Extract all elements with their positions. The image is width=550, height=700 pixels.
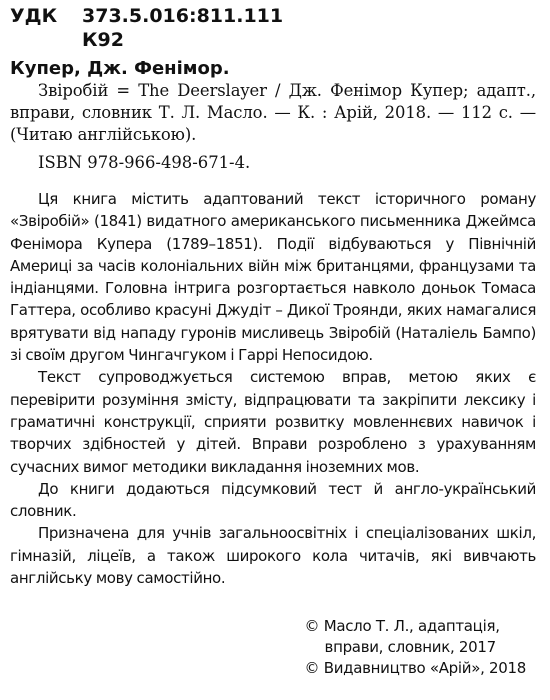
annotation-paragraph: До книги додаються підсумковий тест й англо-український словник.: [10, 479, 536, 521]
copyright-publisher: © Видавництво «Арій», 2018: [304, 659, 526, 677]
udk-label: УДК: [10, 5, 58, 27]
udk-code: 373.5.016:811.111: [82, 5, 284, 27]
author-mark: К92: [82, 29, 124, 51]
copyright-author-details: вправи, словник, 2017: [324, 638, 496, 656]
copyright-block: [305, 616, 526, 679]
annotation-paragraph: Ця книга містить адаптований текст історичного роману «Звіробій» (1841) видатного американського письменника Джеймса Фенімора Купера (1789–1851). Події відбуваються у Північній Америці за часів колоніальних війн між британцями, французами та індіанцями. Головна інтрига розгортається навколо доньок Томаса Гаттера, особливо красуні Джудіт – Дикої Троянди, яких намагалися врятувати від нападу гуронів мисливець Звіробій (Наталіель Бампо) зі своїм другом Чингачгуком і Гаррі Непосидою.: [10, 190, 536, 365]
isbn: ISBN 978-966-498-671-4.: [38, 153, 251, 172]
author-heading: Купер, Дж. Фенімор.: [10, 58, 230, 79]
bibliographic-description: Звіробій = The Deerslayer / Дж. Фенімор Купер; адапт., вправи, словник Т. Л. Масло. — К. : Арій, 2018. — 112 с. — (Читаю англійською).: [10, 81, 536, 144]
annotation: [10, 188, 536, 589]
annotation-paragraph: Текст супроводжується системою вправ, метою яких є перевірити розуміння змісту, відпрацювати та закріпити лексику і граматичні конструкції, сприяти розвитку мовленнєвих навичок і творчих здібностей у дітей. Вправи розроблено з урахуванням сучасних вимог методики викладання іноземних мов.: [10, 368, 536, 476]
copyright-author: © Масло Т. Л., адаптація,: [304, 617, 500, 635]
annotation-paragraph: Призначена для учнів загальноосвітніх і спеціалізованих шкіл, гімназій, ліцеїв, а також широкого кола читачів, які вивчають англійську мову самостійно.: [10, 524, 536, 588]
udk-line: [10, 4, 536, 28]
